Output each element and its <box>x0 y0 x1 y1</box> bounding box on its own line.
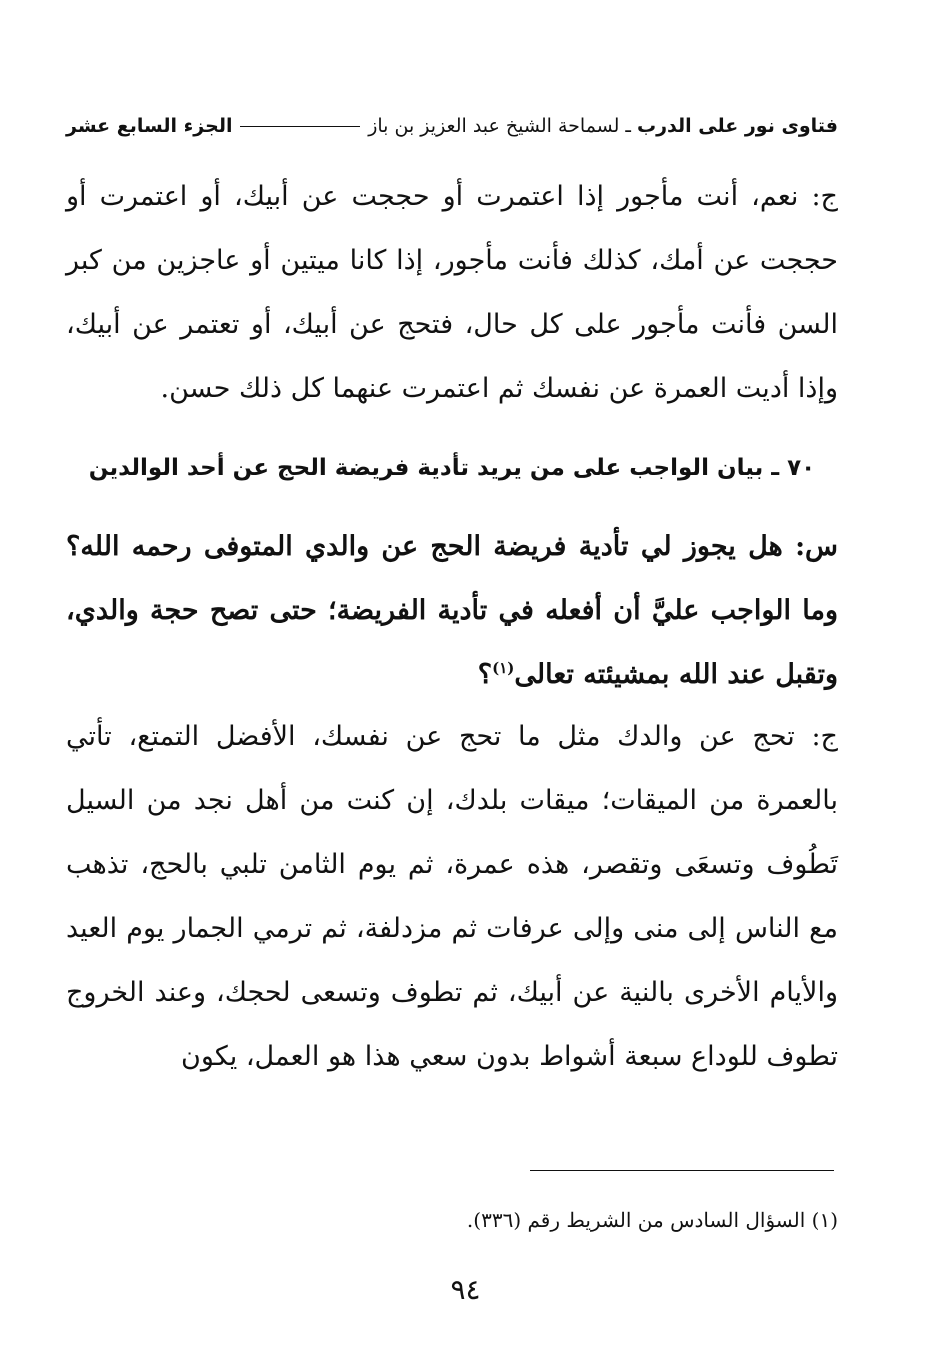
header-author: لسماحة الشيخ عبد العزيز بن باز <box>368 115 620 137</box>
footnote-reference: (١) <box>492 659 515 677</box>
header-separator: ـ <box>625 115 631 137</box>
section-heading: ٧٠ ـ بيان الواجب على من يريد تأدية فريضة الحج عن أحد الوالدين <box>88 455 816 481</box>
page-number: ٩٤ <box>450 1273 481 1306</box>
header-book-title: فتاوى نور على الدرب <box>637 115 838 137</box>
header-volume: الجزء السابع عشر <box>66 115 233 137</box>
footnote: (١) السؤال السادس من الشريط رقم (٣٣٦). <box>466 1208 838 1232</box>
answer-paragraph-1: ج: نعم، أنت مأجور إذا اعتمرت أو حججت عن أبيك، أو اعتمرت أو حججت عن أمك، كذلك فأنت مأجور، إذا كانا ميتين أو عاجزين من كبر السن فأنت مأجور على كل حال، فتحج عن أبيك، أو تعتمر عن أبيك، وإذا أديت العمرة عن نفسك ثم اعتمرت عنهما كل ذلك حسن. <box>66 181 838 404</box>
footnote-divider <box>530 1170 834 1171</box>
running-header <box>66 108 838 144</box>
question-paragraph <box>66 515 838 707</box>
header-rule <box>240 126 360 127</box>
question-end-mark: ؟ <box>477 659 493 690</box>
question-text: س: هل يجوز لي تأدية فريضة الحج عن والدي المتوفى رحمه الله؟ وما الواجب عليَّ أن أفعله في تأدية الفريضة؛ حتى تصح حجة والدي، وتقبل عند الله بمشيئته تعالى <box>66 531 838 690</box>
answer-paragraph-2: ج: تحج عن والدك مثل ما تحج عن نفسك، الأفضل التمتع، تأتي بالعمرة من الميقات؛ ميقات بلدك، إن كنت من أهل نجد من السيل تَطُوف وتسعَى وتقصر، هذه عمرة، ثم يوم الثامن تلبي بالحج، تذهب مع الناس إلى منى وإلى عرفات ثم مزدلفة، ثم ترمي الجمار يوم العيد والأيام الأخرى بالنية عن أبيك، ثم تطوف وتسعى لحجك، وعند الخروج تطوف للوداع سبعة أشواط بدون سعي هذا هو العمل، يكون <box>66 721 838 1072</box>
